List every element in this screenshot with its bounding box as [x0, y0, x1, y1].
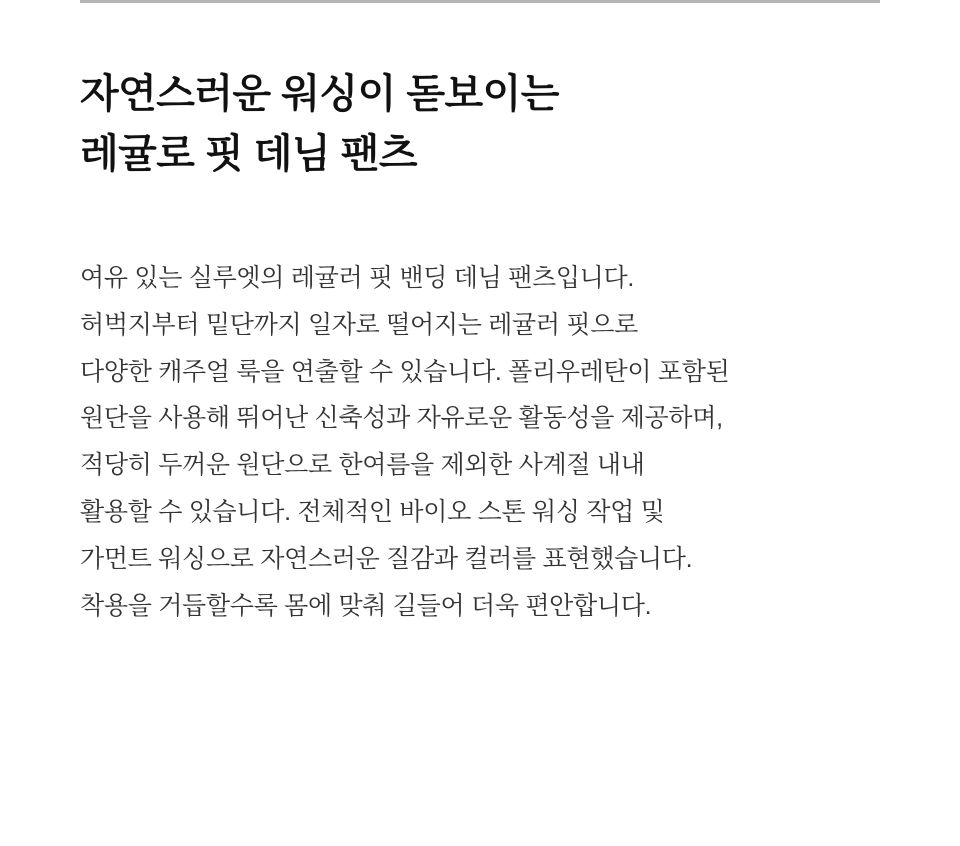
- description-line-5: 적당히 두꺼운 원단으로 한여름을 제외한 사계절 내내: [80, 451, 645, 480]
- description-line-2: 허벅지부터 밑단까지 일자로 떨어지는 레귤러 핏으로: [80, 310, 638, 339]
- page-title-line-1: 자연스러운 워싱이 돋보이는: [80, 72, 559, 116]
- description-line-7: 가먼트 워싱으로 자연스러운 질감과 컬러를 표현했습니다.: [80, 544, 693, 573]
- description-line-8: 착용을 거듭할수록 몸에 맞춰 길들어 더욱 편안합니다.: [80, 591, 652, 620]
- description-line-4: 원단을 사용해 뛰어난 신축성과 자유로운 활동성을 제공하며,: [80, 404, 723, 433]
- description-line-6: 활용할 수 있습니다. 전체적인 바이오 스톤 워싱 작업 및: [80, 497, 665, 526]
- page-title-line-2: 레귤로 핏 데님 팬츠: [80, 132, 417, 176]
- page-title: [80, 64, 559, 184]
- description-paragraph: [80, 255, 729, 629]
- description-line-3: 다양한 캐주얼 룩을 연출할 수 있습니다. 폴리우레탄이 포함된: [80, 357, 730, 386]
- top-divider: [80, 0, 880, 3]
- description-line-1: 여유 있는 실루엣의 레귤러 핏 밴딩 데님 팬츠입니다.: [80, 264, 635, 292]
